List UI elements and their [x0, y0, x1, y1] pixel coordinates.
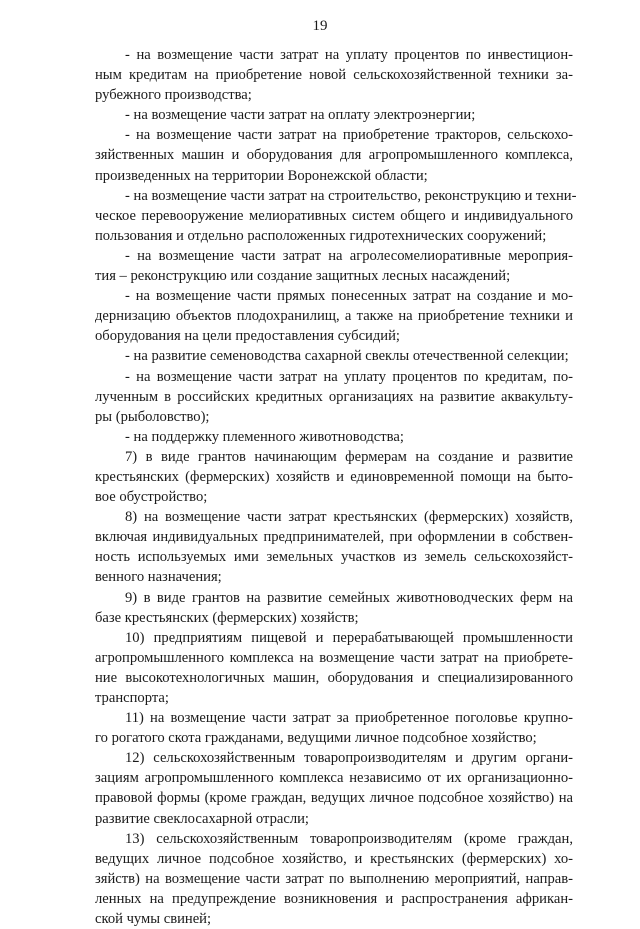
paragraph — [95, 447, 573, 507]
text-line: правовой формы (кроме граждан, ведущих личное подсобное хозяйство) на — [95, 790, 573, 807]
text-line: ведущих личное подсобное хозяйство, и крестьянских (фермерских) хо- — [95, 850, 573, 867]
paragraph — [95, 628, 573, 708]
text-line: ленных на предупреждение возникновения и распространения африкан- — [95, 890, 573, 907]
text-line: ческое перевооружение мелиоративных систем общего и индивидуального — [95, 207, 573, 224]
text-line: 8) на возмещение части затрат крестьянских (фермерских) хозяйств, — [125, 509, 573, 526]
text-line: - на поддержку племенного животноводства; — [125, 428, 404, 445]
text-line: включая индивидуальных предпринимателей, при оформлении в собствен- — [95, 529, 573, 546]
paragraph — [95, 748, 573, 828]
text-line: тия – реконструкцию или создание защитных лесных насаждений; — [95, 268, 511, 285]
text-line: 12) сельскохозяйственным товаропроизводителям и другим органи- — [125, 750, 573, 767]
text-line: вое обустройство; — [95, 489, 208, 506]
text-line: - на возмещение части затрат на уплату процентов по инвестицион- — [125, 47, 573, 63]
paragraph — [95, 346, 573, 366]
text-line: рубежного производства; — [95, 87, 252, 104]
paragraph — [95, 708, 573, 748]
text-line: зяйств) на возмещение части затрат по выполнению мероприятий, направ- — [95, 870, 573, 887]
text-line: ние высокотехнологичных машин, оборудования и специализированного — [95, 669, 573, 686]
text-line: ры (рыболовство); — [95, 408, 210, 425]
text-line: - на возмещение части прямых понесенных затрат на создание и мо- — [125, 288, 573, 305]
text-line: зациям агропромышленного комплекса независимо от их организационно- — [95, 770, 573, 787]
text-line: 13) сельскохозяйственным товаропроизводителям (кроме граждан, — [125, 830, 573, 847]
text-line: - на возмещение части затрат на приобретение тракторов, сельскохо- — [125, 127, 573, 144]
text-line: агропромышленного комплекса на возмещение части затрат на приобрете- — [95, 649, 573, 666]
text-line: транспорта; — [95, 690, 169, 706]
text-line: 9) в виде грантов на развитие семейных животноводческих ферм на — [125, 589, 573, 606]
text-line: - на возмещение части затрат на оплату электроэнергии; — [125, 107, 476, 124]
paragraph — [95, 588, 573, 628]
text-line: 11) на возмещение части затрат за приобретенное поголовье крупно- — [125, 710, 573, 727]
text-line: зяйственных машин и оборудования для агропромышленного комплекса, — [95, 147, 573, 164]
paragraph — [95, 246, 573, 286]
text-line: базе крестьянских (фермерских) хозяйств; — [95, 609, 359, 626]
paragraph — [95, 427, 573, 447]
text-line: - на возмещение части затрат на уплату процентов по кредитам, по- — [125, 368, 573, 385]
paragraph — [95, 125, 573, 185]
text-line: ным кредитам на приобретение новой сельскохозяйственной техники за- — [95, 67, 573, 84]
text-line: развитие свеклосахарной отрасли; — [95, 810, 309, 827]
text-line: го рогатого скота гражданами, ведущими личное подсобное хозяйство; — [95, 730, 537, 747]
text-line: венного назначения; — [95, 569, 222, 586]
paragraph — [95, 45, 573, 105]
text-line: - на развитие семеноводства сахарной свеклы отечественной селекции; — [125, 348, 569, 365]
text-line: - на возмещение части затрат на агролесомелиоративные мероприя- — [125, 247, 573, 264]
text-line: лученным в российских кредитных организациях на развитие аквакульту- — [95, 388, 573, 405]
text-line: ность используемых ими земельных участков из земель сельскохозяйст- — [95, 549, 573, 566]
paragraph — [95, 286, 573, 346]
text-line: - на возмещение части затрат на строительство, реконструкцию и техни- — [125, 187, 577, 204]
paragraph — [95, 507, 573, 587]
text-line: дернизацию объектов плодохранилищ, а также на приобретение техники и — [95, 308, 573, 325]
text-line: 10) предприятиям пищевой и перерабатывающей промышленности — [125, 629, 573, 646]
text-line: ской чумы свиней; — [95, 911, 212, 928]
paragraph — [95, 186, 577, 246]
page-number: 19 — [312, 18, 328, 34]
paragraph — [95, 105, 573, 125]
paragraph — [95, 367, 573, 427]
text-line: пользования и отдельно расположенных гидротехнических сооружений; — [95, 227, 547, 244]
text-line: произведенных на территории Воронежской области; — [95, 167, 428, 184]
text-line: крестьянских (фермерских) хозяйств и единовременной помощи на быто- — [95, 468, 573, 485]
paragraph — [95, 829, 573, 929]
document-body — [95, 45, 577, 929]
text-line: оборудования на цели предоставления субсидий; — [95, 328, 400, 345]
text-line: 7) в виде грантов начинающим фермерам на создание и развитие — [125, 448, 573, 465]
